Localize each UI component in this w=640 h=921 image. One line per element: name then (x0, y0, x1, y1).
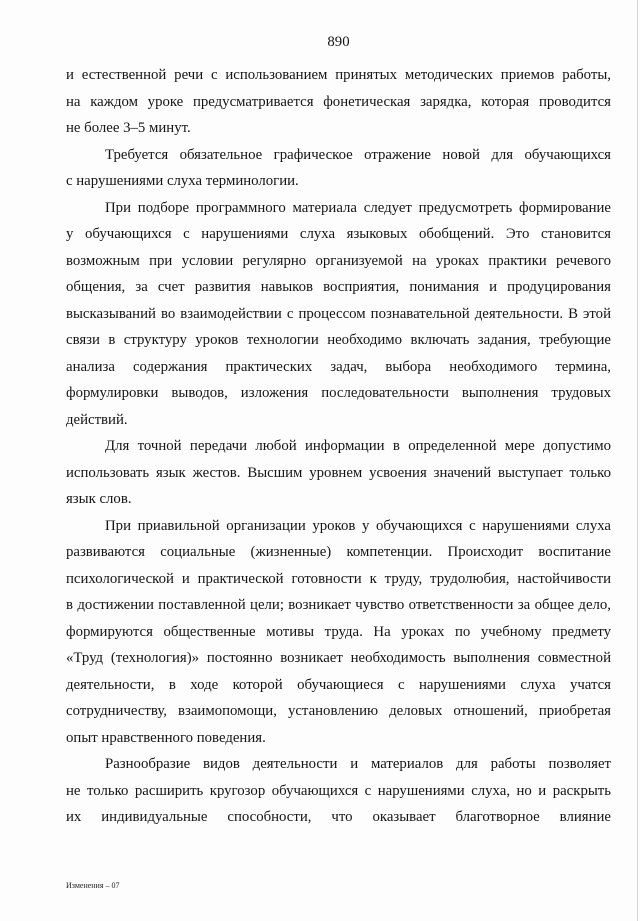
text-line: язык слов. (66, 491, 132, 507)
text-line: При приавильной организации уроков у обучающихся с нарушениями слуха (105, 517, 611, 534)
text-line: формируются общественные мотивы труда. На уроках по учебному предмету (66, 623, 611, 640)
text-line: Разнообразие видов деятельности и материалов для работы позволяет (105, 756, 611, 772)
paragraph-continues (66, 751, 611, 831)
paragraph (66, 513, 611, 752)
text-line: и естественной речи с использованием принятых методических приемов работы, (66, 67, 611, 83)
text-line: не только расширить кругозор обучающихся с нарушениями слуха, но и раскрыть (66, 782, 611, 799)
text-line: опыт нравственного поведения. (66, 729, 266, 746)
text-line: высказываний во взаимодействии с процессом познавательной деятельности. В этой (66, 305, 611, 322)
text-line: возможным при условии регулярно организуемой на уроках практики речевого (66, 252, 611, 269)
text-line: анализа содержания практических задач, выбора необходимого термина, (66, 358, 611, 375)
text-line: формулировки выводов, изложения последовательности выполнения трудовых (66, 385, 611, 401)
paragraph (66, 142, 611, 195)
text-line: с нарушениями слуха терминологии. (66, 173, 299, 189)
page-number: 890 (327, 34, 350, 50)
text-line: деятельности, в ходе которой обучающиеся с нарушениями слуха учатся (66, 676, 611, 693)
text-line: действий. (66, 411, 128, 428)
text-line: сотрудничеству, взаимопомощи, установлению деловых отношений, приобретая (66, 703, 611, 719)
body-text (66, 62, 611, 831)
text-line: не более 3–5 минут. (66, 120, 191, 136)
paragraph (66, 195, 611, 434)
text-line: связи в структуру уроков технологии необходимо включать задания, требующие (66, 332, 611, 348)
text-line: их индивидуальные способности, что оказывает благотворное влияние (66, 809, 611, 825)
text-line: использовать язык жестов. Высшим уровнем усвоения значений выступает только (66, 464, 611, 481)
text-line: в достижении поставленной цели; возникает чувство ответственности за общее дело, (66, 597, 611, 613)
text-line: психологической и практической готовности к труду, трудолюбия, настойчивости (66, 570, 611, 587)
text-line: развиваются социальные (жизненные) компетенции. Происходит воспитание (66, 544, 611, 560)
paragraph-continued (66, 62, 611, 142)
revision-note: Изменения – 07 (66, 881, 120, 890)
text-line: на каждом уроке предусматривается фонетическая зарядка, которая проводится (66, 93, 611, 110)
text-line: «Труд (технология)» постоянно возникает необходимость выполнения совместной (66, 650, 611, 666)
text-line: Требуется обязательное графическое отражение новой для обучающихся (105, 146, 611, 163)
text-line: общения, за счет развития навыков восприятия, понимания и продуцирования (66, 279, 611, 295)
text-line: у обучающихся с нарушениями слуха языковых обобщений. Это становится (66, 226, 611, 242)
scan-edge (637, 0, 638, 921)
text-line: Для точной передачи любой информации в определенной мере допустимо (105, 438, 611, 454)
paragraph (66, 433, 611, 513)
text-line: При подборе программного материала следует предусмотреть формирование (105, 199, 611, 216)
